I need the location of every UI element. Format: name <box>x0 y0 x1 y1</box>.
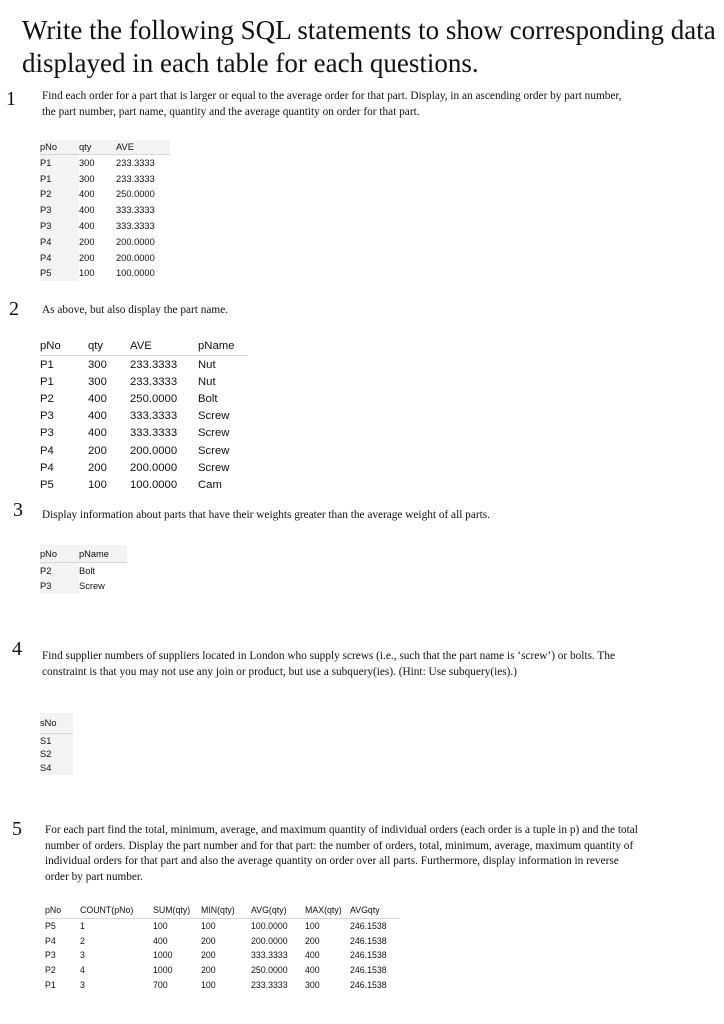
table-header-row <box>45 902 400 919</box>
table-cell: 300 <box>305 979 320 990</box>
table-row <box>40 356 248 374</box>
table-cell: Screw <box>198 461 230 474</box>
table-cell: P3 <box>40 579 79 595</box>
table-cell: 700 <box>153 979 168 990</box>
table-cell: 100 <box>305 921 320 932</box>
table-cell: 1000 <box>153 965 173 976</box>
table-row <box>40 171 170 187</box>
table-row <box>40 579 127 595</box>
column-header: COUNT(pNo) <box>80 902 153 919</box>
table-row <box>40 155 170 171</box>
table-row <box>40 425 248 442</box>
table-cell: 100 <box>201 921 216 932</box>
table-cell: 1 <box>80 921 85 932</box>
table-cell: Screw <box>79 581 105 592</box>
table-row <box>40 442 248 459</box>
table-row <box>40 250 170 266</box>
question-number: 5 <box>12 818 22 840</box>
column-header: AVE <box>130 336 198 356</box>
table-cell: P1 <box>40 171 79 187</box>
table-cell: 300 <box>79 173 95 184</box>
question-number: 4 <box>12 638 22 660</box>
table-cell: 200.0000 <box>251 935 288 946</box>
table-cell: Screw <box>198 410 230 423</box>
table-cell: 200 <box>79 236 95 247</box>
column-header: pNo <box>40 336 88 356</box>
table-cell: P2 <box>45 965 56 976</box>
column-header: pNo <box>40 140 79 155</box>
question-text: As above, but also display the part name. <box>42 304 229 316</box>
table-header-row <box>40 336 248 356</box>
column-header: qty <box>79 140 116 155</box>
table-cell: 233.3333 <box>116 157 155 168</box>
column-header: pName <box>79 545 127 563</box>
column-header: MIN(qty) <box>201 902 251 919</box>
table-row <box>40 373 248 390</box>
table-cell: 100.0000 <box>116 268 155 279</box>
table-cell: 400 <box>79 221 95 232</box>
table-cell: 200.0000 <box>116 236 155 247</box>
table-row <box>40 187 170 203</box>
table-cell: P4 <box>40 234 79 250</box>
table-cell: 246.1538 <box>350 950 387 961</box>
table-cell: P4 <box>40 250 79 266</box>
table-cell: 333.3333 <box>130 427 178 440</box>
table-cell: 400 <box>79 205 95 216</box>
table-cell: P4 <box>40 461 54 474</box>
table-cell: 400 <box>305 965 320 976</box>
question-number: 3 <box>13 499 23 521</box>
table-cell: 100 <box>79 268 95 279</box>
question-text: Display information about parts that have their weights greater than the average weight of all parts. <box>42 509 490 521</box>
table-cell: 250.0000 <box>116 189 155 200</box>
table-cell: 100.0000 <box>130 478 178 491</box>
table-cell: 200.0000 <box>116 252 155 263</box>
table-row <box>40 748 73 762</box>
table-row <box>40 734 73 748</box>
table-cell: P2 <box>40 187 79 203</box>
table-cell: P1 <box>40 358 54 371</box>
table-cell: 200 <box>305 935 320 946</box>
table-row <box>40 390 248 407</box>
result-table <box>40 713 73 775</box>
table-cell: P3 <box>40 410 54 423</box>
table-cell: Cam <box>198 478 222 491</box>
column-header: AVGqty <box>350 902 400 919</box>
table-cell: P3 <box>45 950 56 961</box>
table-cell: 400 <box>153 935 168 946</box>
table-cell: Screw <box>198 427 230 440</box>
table-cell: 333.3333 <box>251 950 288 961</box>
table-header-row <box>40 713 73 734</box>
table-cell: 250.0000 <box>130 392 178 405</box>
table-row <box>45 963 400 978</box>
column-header: pNo <box>45 902 80 919</box>
table-cell: 233.3333 <box>116 173 155 184</box>
question-text: Find supplier numbers of suppliers located in London who supply screws (i.e., such that the part name is ‘screw’) or bolts. The constraint is that you may not use any join or product, but use a subquery(ies). (Hint: Use subquery(ies).) <box>42 650 615 678</box>
column-header: qty <box>88 336 130 356</box>
table-cell: P1 <box>40 375 54 388</box>
table-cell: Nut <box>198 358 216 371</box>
table-cell: 400 <box>88 392 107 405</box>
table-cell: 200 <box>201 965 216 976</box>
table-cell: 3 <box>80 979 85 990</box>
table-cell: 3 <box>80 950 85 961</box>
table-cell: 400 <box>88 427 107 440</box>
question-text: Find each order for a part that is larger or equal to the average order for that part. Display, in an ascending order by part number, the part number, part name, quantity and the average quantity on order for that part. <box>42 90 622 118</box>
table-cell: Nut <box>198 375 216 388</box>
result-table <box>40 336 248 494</box>
column-header: pNo <box>40 545 79 563</box>
table-cell: 100 <box>201 979 216 990</box>
table-cell: 233.3333 <box>130 375 178 388</box>
table-cell: 200 <box>79 252 95 263</box>
table-row <box>45 919 400 934</box>
table-header-row <box>40 545 127 563</box>
table-cell: 4 <box>80 965 85 976</box>
table-cell: 300 <box>88 375 107 388</box>
table-cell: Bolt <box>198 392 218 405</box>
table-cell: 200 <box>201 950 216 961</box>
table-cell: 250.0000 <box>251 965 288 976</box>
column-header: MAX(qty) <box>305 902 350 919</box>
table-cell: 333.3333 <box>116 221 155 232</box>
table-cell: 246.1538 <box>350 935 387 946</box>
table-cell: 2 <box>80 935 85 946</box>
table-cell: Screw <box>198 444 230 457</box>
table-cell: S1 <box>40 734 73 748</box>
table-row <box>40 459 248 476</box>
table-cell: 100 <box>153 921 168 932</box>
table-cell: 400 <box>79 189 95 200</box>
result-table <box>45 902 400 992</box>
table-cell: S2 <box>40 748 73 762</box>
table-row <box>45 977 400 992</box>
table-row <box>45 948 400 963</box>
table-cell: P5 <box>40 266 79 282</box>
table-cell: P4 <box>45 935 56 946</box>
page-title: Write the following SQL statements to show corresponding data displayed in each table for each questions. <box>22 15 716 78</box>
column-header: pName <box>198 336 248 356</box>
table-cell: 333.3333 <box>116 205 155 216</box>
table-cell: P4 <box>40 444 54 457</box>
table-cell: 1000 <box>153 950 173 961</box>
table-cell: 100 <box>88 478 107 491</box>
table-cell: S4 <box>40 761 73 775</box>
table-row <box>40 218 170 234</box>
table-cell: 246.1538 <box>350 921 387 932</box>
table-cell: 246.1538 <box>350 979 387 990</box>
table-cell: P1 <box>45 979 56 990</box>
column-header: AVG(qty) <box>251 902 305 919</box>
table-row <box>45 934 400 949</box>
table-cell: 333.3333 <box>130 410 178 423</box>
table-cell: 200 <box>88 444 107 457</box>
table-cell: 200 <box>201 935 216 946</box>
table-cell: 400 <box>305 950 320 961</box>
table-cell: P1 <box>40 155 79 171</box>
table-row <box>40 563 127 579</box>
question-text: For each part find the total, minimum, average, and maximum quantity of individual orders (each order is a tuple in p) and the total number of orders. Display the part number and for that part: the number of orders, total, minimum, average, maximum quantity of individual orders for that part and also the average quantity on order over all parts. Furthermore, display information in reverse order by part number. <box>45 824 638 883</box>
result-table <box>40 140 170 281</box>
table-cell: 233.3333 <box>130 358 178 371</box>
table-cell: 100.0000 <box>251 921 288 932</box>
column-header: SUM(qty) <box>153 902 201 919</box>
question-number: 1 <box>6 88 16 110</box>
table-cell: 200.0000 <box>130 444 178 457</box>
table-cell: 300 <box>79 157 95 168</box>
result-table <box>40 545 127 594</box>
table-cell: P5 <box>40 478 54 491</box>
table-cell: P3 <box>40 202 79 218</box>
table-row <box>40 234 170 250</box>
table-cell: 400 <box>88 410 107 423</box>
table-cell: 200 <box>88 461 107 474</box>
table-row <box>40 202 170 218</box>
table-cell: P2 <box>40 392 54 405</box>
table-cell: Bolt <box>79 565 96 576</box>
table-row <box>40 408 248 425</box>
table-cell: P3 <box>40 218 79 234</box>
table-row <box>40 476 248 493</box>
table-cell: 233.3333 <box>251 979 288 990</box>
table-header-row <box>40 140 170 155</box>
table-cell: 300 <box>88 358 107 371</box>
table-cell: 246.1538 <box>350 965 387 976</box>
table-cell: P2 <box>40 563 79 579</box>
table-row <box>40 266 170 282</box>
table-cell: 200.0000 <box>130 461 178 474</box>
column-header: AVE <box>116 140 170 155</box>
table-cell: P5 <box>45 921 56 932</box>
table-row <box>40 761 73 775</box>
column-header: sNo <box>40 713 73 734</box>
table-cell: P3 <box>40 427 54 440</box>
question-number: 2 <box>9 298 19 320</box>
